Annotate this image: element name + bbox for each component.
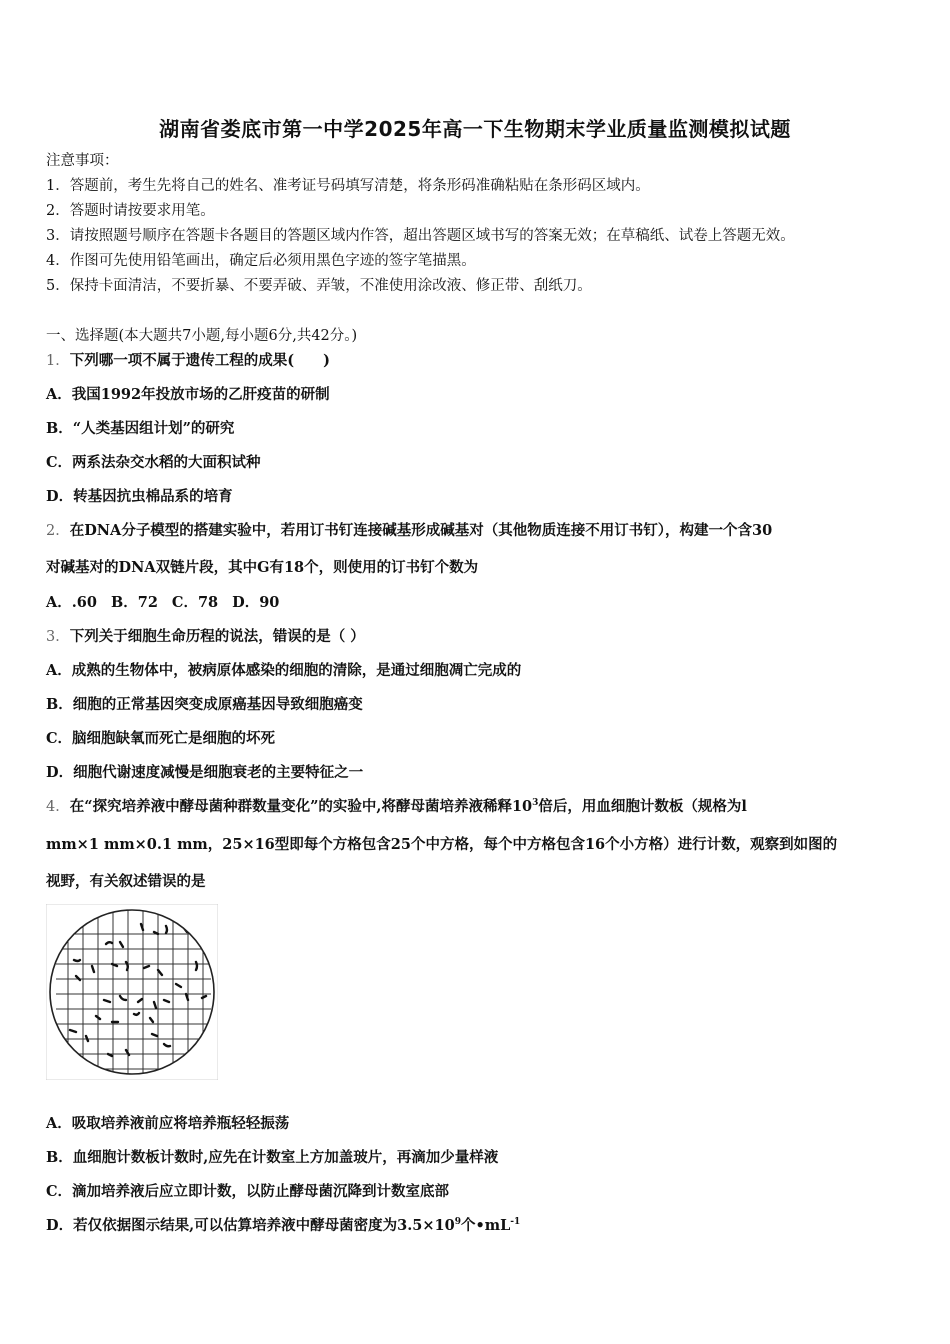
question-text: 下列关于细胞生命历程的说法，错误的是（ ） (69, 628, 365, 645)
option: B．血细胞计数板计数时,应先在计数室上方加盖玻片，再滴加少量样液 (46, 1149, 499, 1166)
option-text: D．若仅依据图示结果,可以估算培养液中酵母菌密度为3.5×10 (46, 1217, 455, 1234)
option-text: 个•mL (460, 1217, 511, 1234)
question-text-continued: 对碱基对的DNA双链片段，其中G有18个，则使用的订书钉个数为 (46, 559, 479, 576)
option: C．78 (171, 594, 219, 611)
option: D．细胞代谢速度减慢是细胞衰老的主要特征之一 (46, 764, 364, 781)
option: A．我国1992年投放市场的乙肝疫苗的研制 (46, 386, 330, 403)
option: B．细胞的正常基因突变成原癌基因导致细胞癌变 (46, 696, 363, 713)
option: C．脑细胞缺氧而死亡是细胞的坏死 (46, 730, 276, 747)
notice-item: 1．答题前，考生先将自己的姓名、准考证号码填写清楚，将条形码准确粘贴在条形码区域内。 (46, 178, 650, 194)
question-text: 在“探究培养液中酵母菌种群数量变化”的实验中,将酵母菌培养液稀释10 (69, 798, 533, 815)
hemocytometer-figure (46, 904, 218, 1080)
question-text: 下列哪一项不属于遗传工程的成果( ) (69, 352, 330, 369)
option: A．.60 (46, 594, 97, 611)
notice-item: 5．保持卡面清洁，不要折暴、不要弄破、弄皱，不准使用涂改液、修正带、刮纸刀。 (46, 278, 592, 294)
notice-item: 4．作图可先使用铅笔画出，确定后必须用黑色字迹的签字笔描黑。 (46, 253, 476, 269)
option: A．吸取培养液前应将培养瓶轻轻振荡 (46, 1115, 290, 1132)
option: B．72 (110, 594, 158, 611)
option: D．转基因抗虫棉品系的培育 (46, 488, 233, 505)
option: C．滴加培养液后应立即计数，以防止酵母菌沉降到计数室底部 (46, 1183, 450, 1200)
microscope-field-image (46, 904, 218, 1080)
superscript: -1 (510, 1217, 521, 1228)
superscript: 3 (532, 798, 539, 809)
question-number: 1． (46, 353, 70, 369)
option-d (46, 1216, 520, 1236)
options-row (46, 593, 293, 613)
superscript: 9 (454, 1217, 461, 1228)
option: A．成熟的生物体中，被病原体感染的细胞的清除，是通过细胞凋亡完成的 (46, 662, 522, 679)
notice-item: 2．答题时请按要求用笔。 (46, 203, 215, 219)
question-3-stem (46, 627, 365, 647)
option: B．“人类基因组计划”的研究 (46, 420, 235, 437)
question-number: 3． (46, 629, 70, 645)
question-number: 2． (46, 523, 70, 539)
question-text-continued: mm×1 mm×0.1 mm，25×16型即每个方格包含25个中方格，每个中方格包含16个小方格）进行计数，观察到如图的 (46, 836, 838, 853)
question-text-continued: 视野，有关叙述错误的是 (46, 873, 206, 890)
option: D．90 (232, 594, 280, 611)
question-4-stem (46, 797, 747, 817)
notice-heading: 注意事项： (46, 153, 119, 169)
notice-item: 3．请按照题号顺序在答题卡各题目的答题区域内作答，超出答题区域书写的答案无效；在草稿纸、试卷上答题无效。 (46, 228, 795, 244)
question-2-stem (46, 521, 772, 541)
option: C．两系法杂交水稻的大面积试种 (46, 454, 261, 471)
question-number: 4． (46, 799, 70, 815)
question-text: 倍后，用血细胞计数板（规格为l (538, 798, 747, 815)
question-text: 在DNA分子模型的搭建实验中，若用订书钉连接碱基形成碱基对（其他物质连接不用订书钉），构建一个含30 (69, 522, 773, 539)
question-1-stem (46, 351, 330, 371)
page-title: 湖南省娄底市第一中学2025年高一下生物期末学业质量监测模拟试题 (159, 117, 791, 141)
section-heading: 一、选择题(本大题共7小题,每小题6分,共42分。) (46, 328, 358, 344)
